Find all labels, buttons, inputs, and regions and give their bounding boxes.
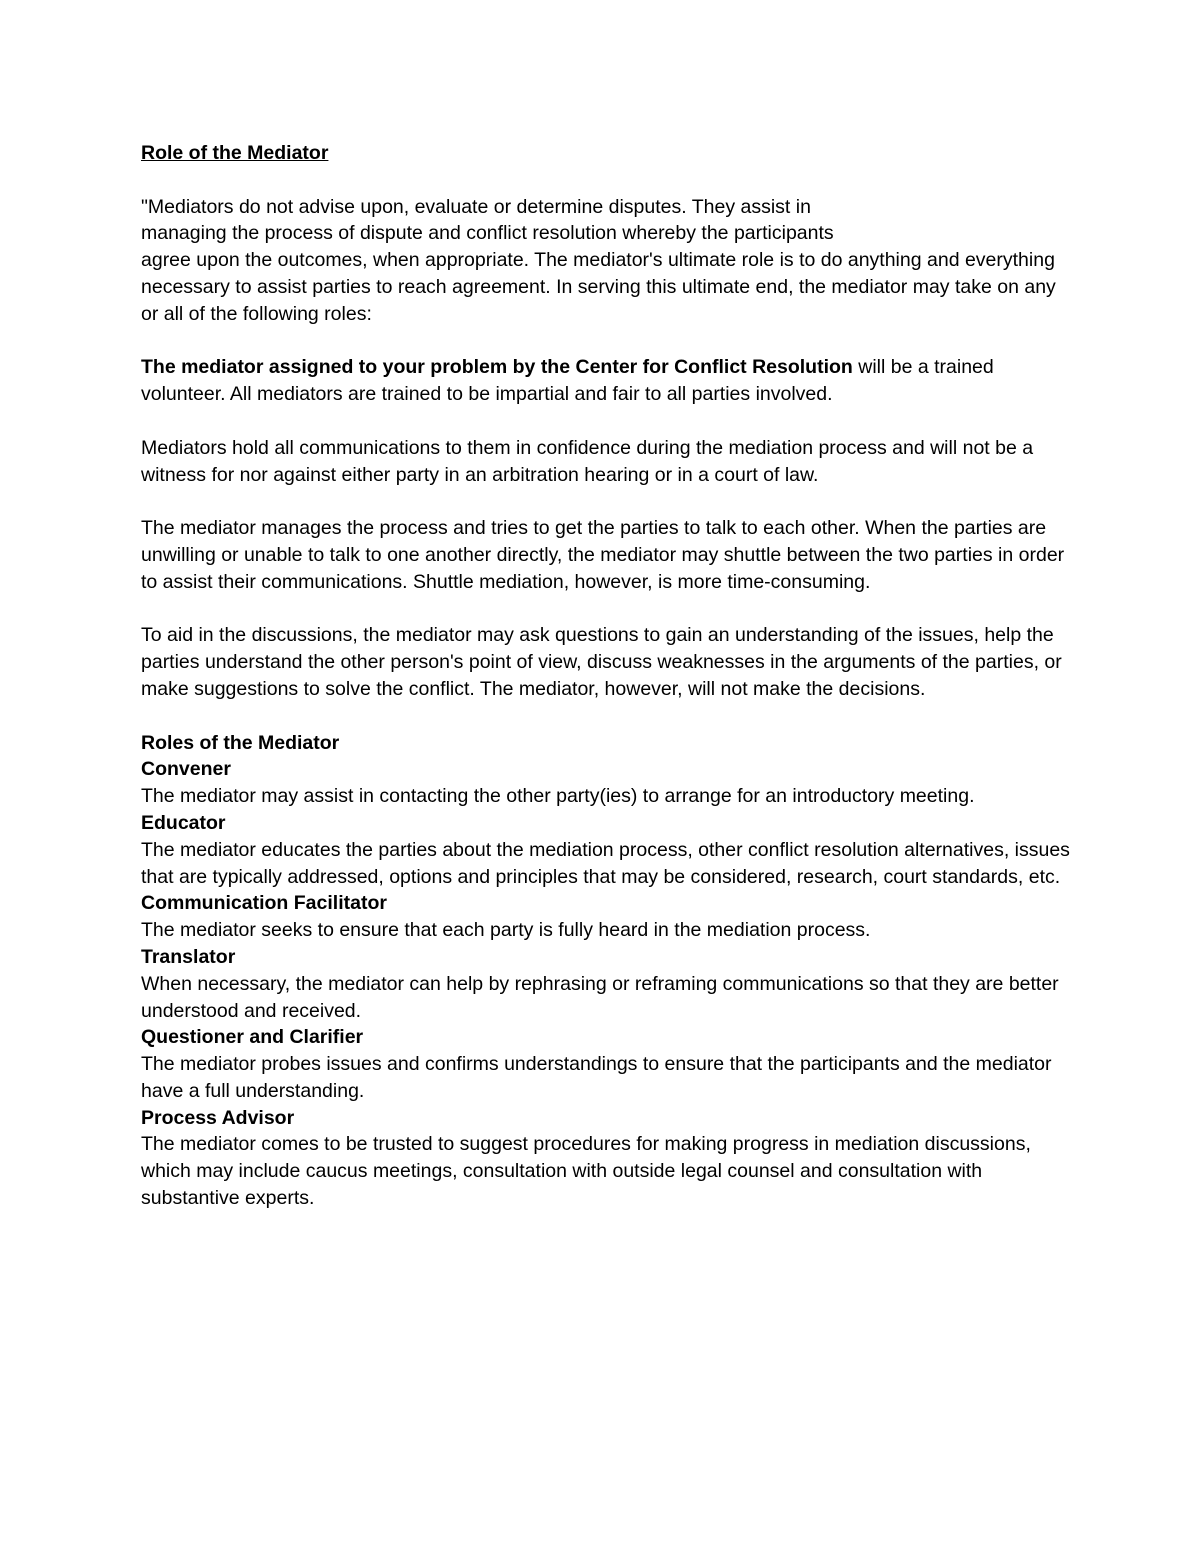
role-description: The mediator may assist in contacting the other party(ies) to arrange for an introductory meeting. <box>141 785 975 808</box>
role-description: The mediator seeks to ensure that each party is fully heard in the mediation process. <box>141 919 871 942</box>
intro-paragraph <box>141 194 1076 328</box>
assigned-bold-text: The mediator assigned to your problem by the Center for Conflict Resolution <box>141 356 853 379</box>
role-name: Translator <box>141 945 236 968</box>
assigned-rest-text: will be a trained volunteer. All mediators are trained to be impartial and fair to all parties involved. <box>141 356 994 406</box>
role-convener <box>141 756 1076 810</box>
role-name: Convener <box>141 758 231 781</box>
role-description: The mediator probes issues and confirms understandings to ensure that the participants and the mediator have a full understanding. <box>141 1053 1052 1102</box>
spacer <box>141 167 1076 194</box>
role-description: When necessary, the mediator can help by rephrasing or reframing communications so that they are better understood and received. <box>141 972 1059 1022</box>
role-description: The mediator comes to be trusted to suggest procedures for making progress in mediation discussions, which may include caucus meetings, consultation with outside legal counsel and consultation with substantive experts. <box>141 1133 1031 1210</box>
aid-paragraph: To aid in the discussions, the mediator may ask questions to gain an understanding of the issues, help the parties understand the other person's point of view, discuss weaknesses in the arguments of the parties, or make suggestions to solve the conflict. The mediator, however, will not make the decisions. <box>141 624 1062 700</box>
spacer <box>141 703 1076 730</box>
role-description: The mediator educates the parties about the mediation process, other conflict resolution alternatives, issues that are typically addressed, options and principles that may be considered, research, court standards, etc. <box>141 838 1070 888</box>
spacer <box>141 408 1076 435</box>
role-process-advisor <box>141 1105 1076 1212</box>
confidence-paragraph: Mediators hold all communications to them in confidence during the mediation process and will not be a witness for nor against either party in an arbitration hearing or in a court of law. <box>141 436 1034 486</box>
intro-line-2: managing the process of dispute and conflict resolution whereby the participants <box>141 222 834 245</box>
role-name: Communication Facilitator <box>141 892 387 915</box>
spacer <box>141 328 1076 355</box>
spacer <box>141 596 1076 623</box>
role-name: Educator <box>141 811 226 834</box>
document-title: Role of the Mediator <box>141 142 329 164</box>
document-page <box>141 140 1076 1212</box>
role-translator <box>141 944 1076 1024</box>
manages-paragraph: The mediator manages the process and tries to get the parties to talk to each other. When the parties are unwilling or unable to talk to one another directly, the mediator may shuttle between the two parties in order to assist their communications. Shuttle mediation, however, is more time-consuming. <box>141 517 1065 593</box>
role-educator <box>141 810 1076 890</box>
roles-heading: Roles of the Mediator <box>141 731 340 754</box>
role-questioner-and-clarifier <box>141 1024 1076 1104</box>
role-name: Process Advisor <box>141 1106 295 1129</box>
role-name: Questioner and Clarifier <box>141 1026 364 1049</box>
intro-line-1: "Mediators do not advise upon, evaluate or determine disputes. They assist in <box>141 195 811 218</box>
intro-line-3: agree upon the outcomes, when appropriate. The mediator's ultimate role is to do anything and everything necessary to assist parties to reach agreement. In serving this ultimate end, the mediator may take on any or all of the following roles: <box>141 249 1056 325</box>
spacer <box>141 488 1076 515</box>
assigned-paragraph <box>141 354 1076 408</box>
role-communication-facilitator <box>141 890 1076 944</box>
